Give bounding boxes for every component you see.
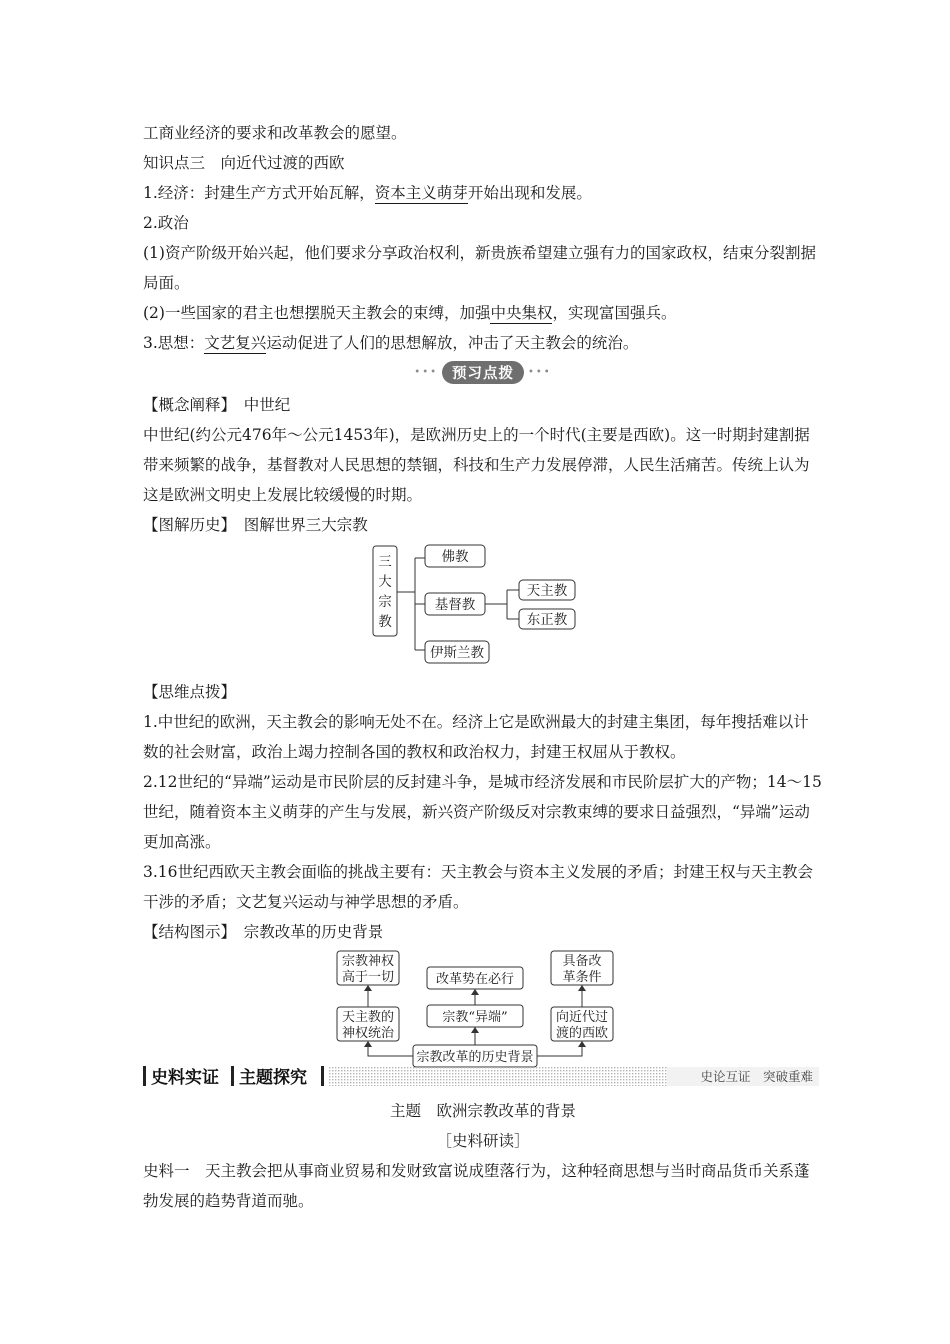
banner-dots-left: ••• <box>414 366 438 378</box>
economy-line <box>143 178 823 208</box>
underlined-answer: 文艺复兴 <box>204 334 267 352</box>
concept-heading: 【概念阐释】 中世纪 <box>143 396 291 414</box>
structure-diagram <box>143 947 823 1077</box>
section-subtitle: 史论互证 突破重难 <box>700 1069 813 1084</box>
right-mid-line: 渡的西欧 <box>555 1026 609 1041</box>
catholic-label: 天主教 <box>526 583 568 599</box>
preview-banner <box>143 360 823 384</box>
christianity-label: 基督教 <box>434 597 476 613</box>
section-bar <box>143 1064 819 1088</box>
bottom-label: 宗教改革的历史背景 <box>416 1050 534 1065</box>
thinking-item: 3.16世纪西欧天主教会面临的挑战主要有：天主教会与资本主义发展的矛盾；封建王权与天主教会干涉的矛盾；文艺复兴运动与神学思想的矛盾。 <box>143 863 814 911</box>
islam-label: 伊斯兰教 <box>430 645 484 661</box>
reading-label: ［史料研读］ <box>436 1132 530 1150</box>
concept-body: 中世纪(约公元476年～公元1453年)，是欧洲历史上的一个时代(主要是西欧)。这一时期封建割据带来频繁的战争，基督教对人民思想的禁锢，科技和生产力发展停滞，人民生活痛苦。传统上认为这是欧洲文明史上发展比较缓慢的时期。 <box>143 426 810 504</box>
left-top-line: 高于一切 <box>341 970 395 985</box>
thinking-item: 2.12世纪的“异端”运动是市民阶层的反封建斗争，是城市经济发展和市民阶层扩大的产物；14～15世纪，随着资本主义萌芽的产生与发展，新兴资产阶级反对宗教束缚的要求日益强烈，“异端”运动更加高涨。 <box>143 773 822 851</box>
document-page <box>143 118 823 1077</box>
knowledge-point-heading: 知识点三 向近代过渡的西欧 <box>143 154 345 172</box>
buddhism-label: 佛教 <box>441 549 469 565</box>
text-span: 3.思想： <box>143 334 205 352</box>
underlined-answer: 资本主义萌芽 <box>374 184 468 202</box>
politics-item-2 <box>143 298 823 328</box>
right-mid-line: 向近代过 <box>555 1010 609 1025</box>
structure-heading: 【结构图示】 宗教改革的历史背景 <box>143 923 384 941</box>
right-top-line: 具备改 <box>562 954 602 969</box>
section-title-a: 史料实证 <box>151 1068 219 1088</box>
section-title-b: 主题探究 <box>239 1068 307 1088</box>
banner-dots-right: ••• <box>528 366 552 378</box>
root-char: 大 <box>378 574 392 590</box>
politics-item-1: (1)资产阶级开始兴起，他们要求分享政治权利，新贵族希望建立强有力的国家政权，结束分裂割据局面。 <box>143 244 816 292</box>
left-mid-line: 天主教的 <box>341 1010 395 1025</box>
orthodox-label: 东正教 <box>526 612 568 628</box>
thinking-heading: 【思维点拨】 <box>143 683 237 701</box>
material-1: 史料一 天主教会把从事商业贸易和发财致富说成堕落行为，这种轻商思想与当时商品货币关系蓬勃发展的趋势背道而驰。 <box>143 1162 810 1210</box>
root-char: 教 <box>378 614 392 630</box>
politics-heading: 2.政治 <box>143 214 189 232</box>
text-span: 开始出现和发展。 <box>467 184 592 202</box>
banner-label: 预习点拨 <box>442 361 524 384</box>
diagram-heading: 【图解历史】 图解世界三大宗教 <box>143 516 368 534</box>
right-top-line: 革条件 <box>562 970 602 985</box>
root-char: 宗 <box>378 594 392 610</box>
text-span: (2)一些国家的君主也想摆脱天主教会的束缚，加强 <box>143 304 491 322</box>
mid-mid-label: 宗教“异端” <box>442 1010 508 1025</box>
text-span: ，实现富国强兵。 <box>552 304 677 322</box>
root-char: 三 <box>378 554 392 570</box>
religions-diagram <box>143 540 823 665</box>
topic-title: 主题 欧洲宗教改革的背景 <box>389 1102 576 1120</box>
topic-section <box>143 1096 823 1216</box>
thinking-item: 1.中世纪的欧洲，天主教会的影响无处不在。经济上它是欧洲最大的封建主集团，每年搜括难以计数的社会财富，政治上竭力控制各国的教权和政治权力，封建王权屈从于教权。 <box>143 713 809 761</box>
text-span: 1.经济：封建生产方式开始瓦解， <box>143 184 375 202</box>
underlined-answer: 中央集权 <box>490 304 553 322</box>
thought-line <box>143 328 823 358</box>
text-line: 工商业经济的要求和改革教会的愿望。 <box>143 124 407 142</box>
left-top-line: 宗教神权 <box>341 954 395 969</box>
text-span: 运动促进了人们的思想解放，冲击了天主教会的统治。 <box>266 334 639 352</box>
mid-top-label: 改革势在必行 <box>435 972 515 987</box>
left-mid-line: 神权统治 <box>341 1026 395 1041</box>
